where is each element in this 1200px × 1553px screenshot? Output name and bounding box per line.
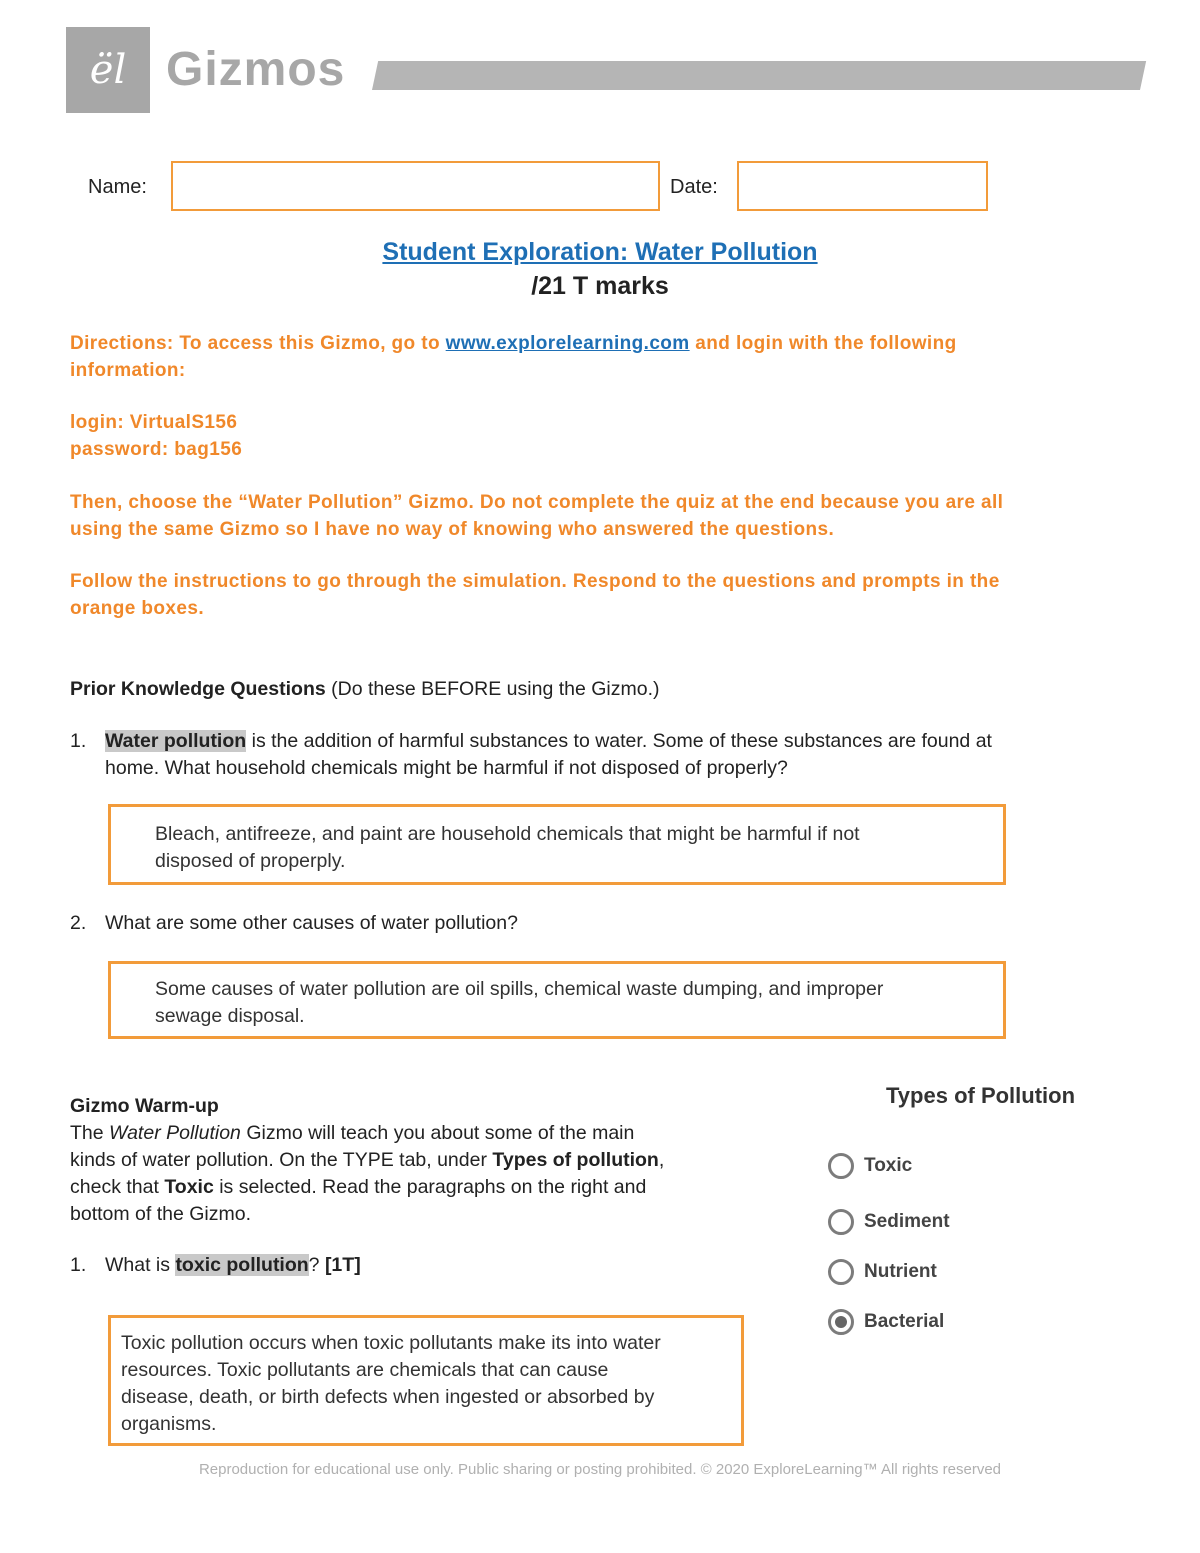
water-pollution-term: Water pollution [105,730,247,752]
warmup-gizmo-name: Water Pollution [109,1122,241,1144]
warmup-q1-text [105,1252,361,1279]
explorelearning-logo [66,27,150,113]
toxic-pollution-term: toxic pollution [175,1254,309,1276]
warmup-l3c: is selected. Read the paragraphs on the right and [213,1176,647,1198]
date-field[interactable] [737,161,988,211]
warmup-l4: bottom of the Gizmo. [70,1203,251,1225]
warmup-q1-answer-line4: organisms. [121,1413,217,1435]
name-field[interactable] [171,161,660,211]
prior-q1-answer-line1: Bleach, antifreeze, and paint are household chemicals that might be harmful if not [155,823,860,845]
prior-knowledge-heading [70,676,660,703]
choose-line1: Then, choose the “Water Pollution” Gizmo. Do not complete the quiz at the end because you are all [70,492,1004,513]
marks-subtitle: /21 T marks [531,272,669,300]
warmup-q1-answer-box[interactable] [108,1315,744,1446]
warmup-q1-answer-line2: resources. Toxic pollutants are chemicals that can cause [121,1359,609,1381]
warmup-q1-qmark: ? [308,1254,325,1276]
prior-q1-line1: is the addition of harmful substances to water. Some of these substances are found at [246,730,992,752]
prior-q2-answer-box[interactable] [108,961,1006,1039]
directions-line2: information: [70,360,186,381]
login-text: login: VirtualS156 [70,412,238,433]
prior-q1-number: 1. [70,730,87,752]
warmup-l1c: Gizmo will teach you about some of the main [240,1122,635,1144]
prior-q2-answer-line1: Some causes of water pollution are oil spills, chemical waste dumping, and improper [155,978,884,1000]
login-info [70,409,242,463]
radio-bacterial[interactable] [828,1309,944,1335]
prior-q1-text [105,728,1115,782]
directions-suffix: and login with the following [689,333,957,354]
logo-glyph: ël [89,47,127,93]
radio-toxic[interactable] [828,1153,912,1179]
copyright-footer: Reproduction for educational use only. Public sharing or posting prohibited. © 2020 ExploreLearning™ All rights reserved [198,1461,1002,1478]
radio-bacterial-circle[interactable] [828,1309,854,1335]
warmup-l1a: The [70,1122,110,1144]
explorelearning-link[interactable]: www.explorelearning.com [445,333,690,354]
prior-q1-answer-line2: disposed of properply. [155,850,346,872]
brand-name: Gizmos [166,43,346,96]
follow-line2: orange boxes. [70,598,205,619]
warmup-q1-answer-line3: disease, death, or birth defects when ingested or absorbed by [121,1386,655,1408]
choose-line2: using the same Gizmo so I have no way of knowing who answered the questions. [70,519,835,540]
prior-q2-text: What are some other causes of water pollution? [105,912,518,934]
warmup-heading: Gizmo Warm-up [70,1095,219,1117]
name-label: Name: [88,176,147,198]
warmup-q1-number: 1. [70,1254,87,1276]
radio-bacterial-label: Bacterial [864,1311,945,1332]
radio-selected-dot [835,1316,847,1328]
date-label: Date: [670,176,718,198]
prior-heading-note: (Do these BEFORE using the Gizmo.) [325,678,660,700]
radio-sediment-circle[interactable] [828,1209,854,1235]
page-title: Student Exploration: Water Pollution [382,238,818,266]
prior-q1-line2: home. What household chemicals might be harmful if not disposed of properly? [105,757,788,779]
radio-nutrient-label: Nutrient [864,1261,937,1282]
directions-prefix: Directions: To access this Gizmo, go to [70,333,446,354]
follow-line1: Follow the instructions to go through the simulation. Respond to the questions and prompts in the [70,571,1000,592]
warmup-l2a: kinds of water pollution. On the TYPE tab, under [70,1149,493,1171]
pollution-panel-title: Types of Pollution [886,1083,1076,1108]
warmup-l2c: , [658,1149,665,1171]
prior-q1-answer-box[interactable] [108,804,1006,885]
warmup-types-term: Types of pollution [492,1149,659,1171]
prior-heading-text: Prior Knowledge Questions [70,678,326,700]
warmup-section [70,1093,750,1228]
warmup-toxic-term: Toxic [164,1176,214,1198]
warmup-q1-answer-line1: Toxic pollution occurs when toxic pollutants make its into water [121,1332,661,1354]
radio-toxic-label: Toxic [864,1155,913,1176]
prior-q2-answer-line2: sewage disposal. [155,1005,305,1027]
prior-q2-number: 2. [70,912,87,934]
choose-instructions [70,489,1170,543]
radio-toxic-circle[interactable] [828,1153,854,1179]
warmup-l3a: check that [70,1176,165,1198]
radio-sediment[interactable] [828,1209,950,1235]
warmup-q1-prefix: What is [105,1254,176,1276]
directions [70,330,1130,384]
password-text: password: bag156 [70,439,243,460]
radio-nutrient-circle[interactable] [828,1259,854,1285]
warmup-q1-marks: [1T] [324,1254,361,1276]
header-bar [372,61,1146,90]
radio-sediment-label: Sediment [864,1211,950,1232]
follow-instructions [70,568,1170,622]
radio-nutrient[interactable] [828,1259,937,1285]
